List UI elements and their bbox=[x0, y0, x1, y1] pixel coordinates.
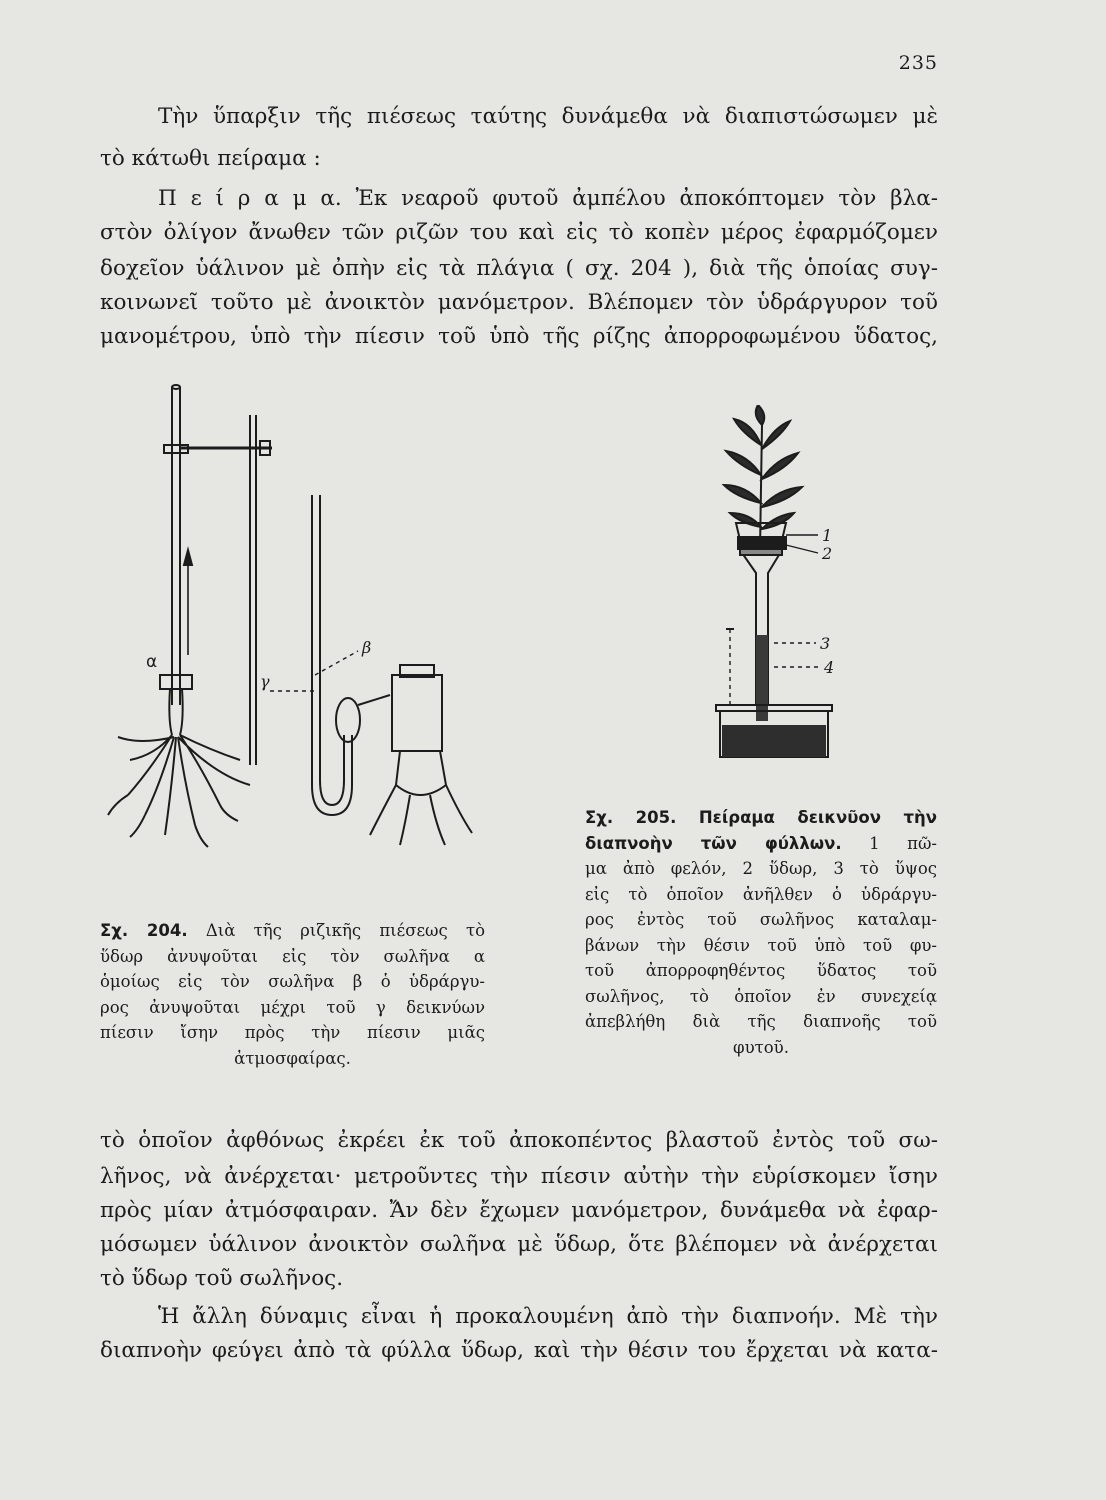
figure-205-caption-title: Σχ. 205. Πείραμα δεικνῦον τὴν bbox=[585, 808, 937, 827]
caption-line: εἰς τὸ ὁποῖον ἀνῆλθεν ὁ ὑδράργυ- bbox=[585, 884, 937, 904]
caption-line: ρος ἐντὸς τοῦ σωλῆνος καταλαμ- bbox=[585, 910, 937, 929]
caption-line: ὁμοίως εἰς τὸν σωλῆνα β ὁ ὑδράργυ- bbox=[100, 972, 485, 991]
caption-line: σωλῆνος, τὸ ὁποῖον ἐν συνεχείᾳ bbox=[585, 986, 937, 1006]
page-number: 235 bbox=[898, 52, 938, 74]
text-line: διαπνοὴν φεύγει ἀπὸ τὰ φύλλα ὕδωρ, καὶ τὴν θέσιν του ἔρχεται νὰ κατα- bbox=[100, 1338, 938, 1363]
caption-line: βάνων τὴν θέσιν τοῦ ὑπὸ τοῦ φυ- bbox=[585, 935, 937, 955]
text-line: μανομέτρου, ὑπὸ τὴν πίεσιν τοῦ ὑπὸ τῆς ρίζης ἀπορροφωμένου ὕδατος, bbox=[100, 324, 938, 349]
caption-line: ἀπεβλήθη διὰ τῆς διαπνοῆς τοῦ bbox=[585, 1012, 937, 1031]
label-g: γ bbox=[260, 672, 270, 691]
caption-line: ἀτμοσφαίρας. bbox=[234, 1048, 351, 1068]
figure-205-caption-title-2: διαπνοὴν τῶν φύλλων. bbox=[585, 833, 842, 853]
label-b: β bbox=[362, 638, 372, 657]
label-4: 4 bbox=[824, 658, 835, 677]
text-line: Π ε ί ρ α μ α. Ἐκ νεαροῦ φυτοῦ ἀμπέλου ἀποκόπτομεν τὸν βλα- bbox=[158, 186, 938, 211]
text-line: τὸ ὁποῖον ἀφθόνως ἐκρέει ἐκ τοῦ ἀποκοπέντος βλαστοῦ ἐντὸς τοῦ σω- bbox=[100, 1128, 938, 1153]
caption-line: φυτοῦ. bbox=[733, 1037, 789, 1057]
caption-line: 1 πῶ- bbox=[869, 833, 937, 853]
figure-205-illustration bbox=[690, 405, 920, 765]
text-line: λῆνος, νὰ ἀνέρχεται· μετροῦντες τὴν πίεσιν αὐτὴν τὴν εὑρίσκομεν ἴσην bbox=[100, 1164, 938, 1189]
text-line: τὸ ὕδωρ τοῦ σωλῆνος. bbox=[100, 1266, 344, 1291]
text-line: πρὸς μίαν ἀτμόσφαιραν. Ἄν δὲν ἔχωμεν μανόμετρον, δυνάμεθα νὰ ἐφαρ- bbox=[100, 1198, 938, 1223]
figure-204-caption-title: Σχ. 204. bbox=[100, 921, 188, 940]
caption-line: μα ἀπὸ φελόν, 2 ὕδωρ, 3 τὸ ὕψος bbox=[585, 859, 937, 878]
caption-line: ὕδωρ ἀνυψοῦται εἰς τὸν σωλῆνα α bbox=[100, 946, 485, 966]
figure-205-caption bbox=[585, 805, 937, 1060]
label-a: α bbox=[146, 652, 158, 672]
text-line: Ἡ ἄλλη δύναμις εἶναι ἡ προκαλουμένη ἀπὸ τὴν διαπνοήν. Μὲ τὴν bbox=[158, 1304, 938, 1329]
text-line: μόσωμεν ὑάλινον ἀνοικτὸν σωλῆνα μὲ ὕδωρ, ὅτε βλέπομεν νὰ ἀνέρχεται bbox=[100, 1232, 938, 1257]
text-line: Τὴν ὕπαρξιν τῆς πιέσεως ταύτης δυνάμεθα νὰ διαπιστώσωμεν μὲ bbox=[158, 104, 938, 129]
label-3: 3 bbox=[820, 634, 831, 653]
text-line: κοινωνεῖ τοῦτο μὲ ἀνοικτὸν μανόμετρον. Βλέπομεν τὸν ὑδράργυρον τοῦ bbox=[100, 290, 938, 315]
text-line: δοχεῖον ὑάλινον μὲ ὀπὴν εἰς τὰ πλάγια ( σχ. 204 ), διὰ τῆς ὁποίας συγ- bbox=[100, 256, 938, 281]
label-1: 1 bbox=[822, 526, 833, 545]
caption-line: πίεσιν ἴσην πρὸς τὴν πίεσιν μιᾶς bbox=[100, 1023, 485, 1042]
figure-204-caption bbox=[100, 918, 485, 1071]
label-2: 2 bbox=[822, 544, 833, 563]
caption-line: τοῦ ἀπορροφηθέντος ὕδατος τοῦ bbox=[585, 961, 937, 980]
text-line: στὸν ὀλίγον ἄνωθεν τῶν ριζῶν του καὶ εἰς τὸ κοπὲν μέρος ἐφαρμόζομεν bbox=[100, 220, 938, 245]
caption-line: ρος ἀνυψοῦται μέχρι τοῦ γ δεικνύων bbox=[100, 997, 485, 1017]
figure-204-illustration bbox=[100, 375, 520, 865]
caption-line: Διὰ τῆς ριζικῆς πιέσεως τὸ bbox=[205, 921, 485, 940]
text-line: τὸ κάτωθι πείραμα : bbox=[100, 146, 321, 171]
